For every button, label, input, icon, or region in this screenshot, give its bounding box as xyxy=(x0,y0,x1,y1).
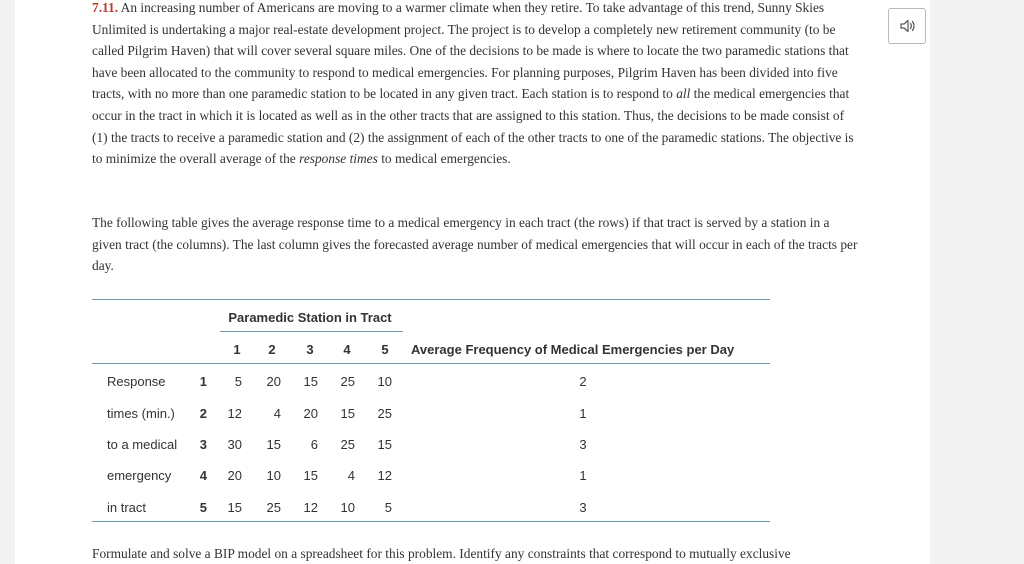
row-label: emergency xyxy=(107,468,172,483)
tract-number: 2 xyxy=(199,406,207,421)
response-time-cell: 30 xyxy=(227,437,242,452)
text-run: the medical emergencies that occur in the tract in which it is located as well as in the other tracts that are assigned to this station. Thus, the decisions to be made consist of (1) the tracts to receive a paramedic station and (2) the assignment of each of the other tracts to one of the paramedic stations. The objective is to minimize the overall average of the xyxy=(92,86,854,167)
response-time-cell: 25 xyxy=(340,374,355,389)
response-time-cell: 15 xyxy=(377,437,392,452)
response-time-cell: 15 xyxy=(227,500,242,515)
table-top-rule xyxy=(92,299,770,300)
response-time-cell: 15 xyxy=(340,406,355,421)
response-time-cell: 4 xyxy=(273,406,281,421)
table-bottom-rule xyxy=(92,521,770,522)
response-time-cell: 15 xyxy=(303,468,318,483)
row-label: in tract xyxy=(107,500,147,515)
tract-number: 5 xyxy=(199,500,207,515)
tract-number: 3 xyxy=(199,437,207,452)
response-time-cell: 15 xyxy=(303,374,318,389)
read-aloud-button[interactable] xyxy=(888,8,926,44)
text-run: to medical emergencies. xyxy=(377,151,511,167)
response-time-cell: 15 xyxy=(266,437,281,452)
station-number-header: 4 xyxy=(343,342,351,357)
frequency-cell: 1 xyxy=(579,406,587,421)
response-time-cell: 25 xyxy=(377,406,392,421)
response-time-cell: 6 xyxy=(310,437,318,452)
frequency-cell: 1 xyxy=(579,468,587,483)
response-time-cell: 10 xyxy=(340,500,355,515)
problem-number: 7.11. xyxy=(92,0,119,15)
tract-number: 1 xyxy=(199,374,207,389)
response-time-cell: 5 xyxy=(384,500,392,515)
station-number-header: 2 xyxy=(268,342,276,357)
emphasis-text: all xyxy=(676,86,691,102)
station-number-header: 1 xyxy=(233,342,241,357)
speaker-icon xyxy=(900,19,916,33)
response-time-cell: 25 xyxy=(266,500,281,515)
frequency-cell: 3 xyxy=(579,437,587,452)
row-label: Response xyxy=(107,374,166,389)
table-description: The following table gives the average response time to a medical emergency in each tract (the rows) if that tract is served by a station in a given tract (the columns). The last column gives the forecasted average number of medical emergencies that will occur in each of the tracts per day. xyxy=(92,215,858,274)
response-time-cell: 20 xyxy=(266,374,281,389)
station-group-header: Paramedic Station in Tract xyxy=(228,310,392,325)
frequency-header: Average Frequency of Medical Emergencies per Day xyxy=(411,342,735,357)
response-time-cell: 5 xyxy=(234,374,242,389)
station-group-rule xyxy=(220,331,403,332)
response-time-table xyxy=(15,0,930,564)
response-time-cell: 12 xyxy=(303,500,318,515)
response-time-cell: 20 xyxy=(227,468,242,483)
problem-card xyxy=(15,0,930,564)
response-time-cell: 12 xyxy=(377,468,392,483)
station-number-header: 3 xyxy=(306,342,314,357)
row-label: times (min.) xyxy=(107,406,175,421)
problem-instructions: Formulate and solve a BIP model on a spreadsheet for this problem. Identify any constraints that correspond to mutually exclusive xyxy=(92,546,791,561)
tract-number: 4 xyxy=(199,468,207,483)
header-rule xyxy=(92,363,770,364)
response-time-cell: 10 xyxy=(377,374,392,389)
frequency-cell: 3 xyxy=(579,500,587,515)
response-time-cell: 20 xyxy=(303,406,318,421)
emphasis-text: response times xyxy=(299,151,378,167)
response-time-cell: 4 xyxy=(347,468,355,483)
response-time-cell: 12 xyxy=(227,406,242,421)
response-time-cell: 10 xyxy=(266,468,281,483)
station-number-header: 5 xyxy=(381,342,389,357)
text-run: An increasing number of Americans are moving to a warmer climate when they retire. To take advantage of this trend, Sunny Skies Unlimited is undertaking a major real-estate development project. The project is to develop a completely new retirement community (to be called Pilgrim Haven) that will cover several square miles. One of the decisions to be made is where to locate the two paramedic stations that have been allocated to the community to respond to medical emergencies. For planning purposes, Pilgrim Haven has been divided into five tracts, with no more than one paramedic station to be located in any given tract. Each station is to respond to xyxy=(92,0,849,102)
row-label: to a medical xyxy=(107,437,178,452)
frequency-cell: 2 xyxy=(579,374,587,389)
response-time-cell: 25 xyxy=(340,437,355,452)
